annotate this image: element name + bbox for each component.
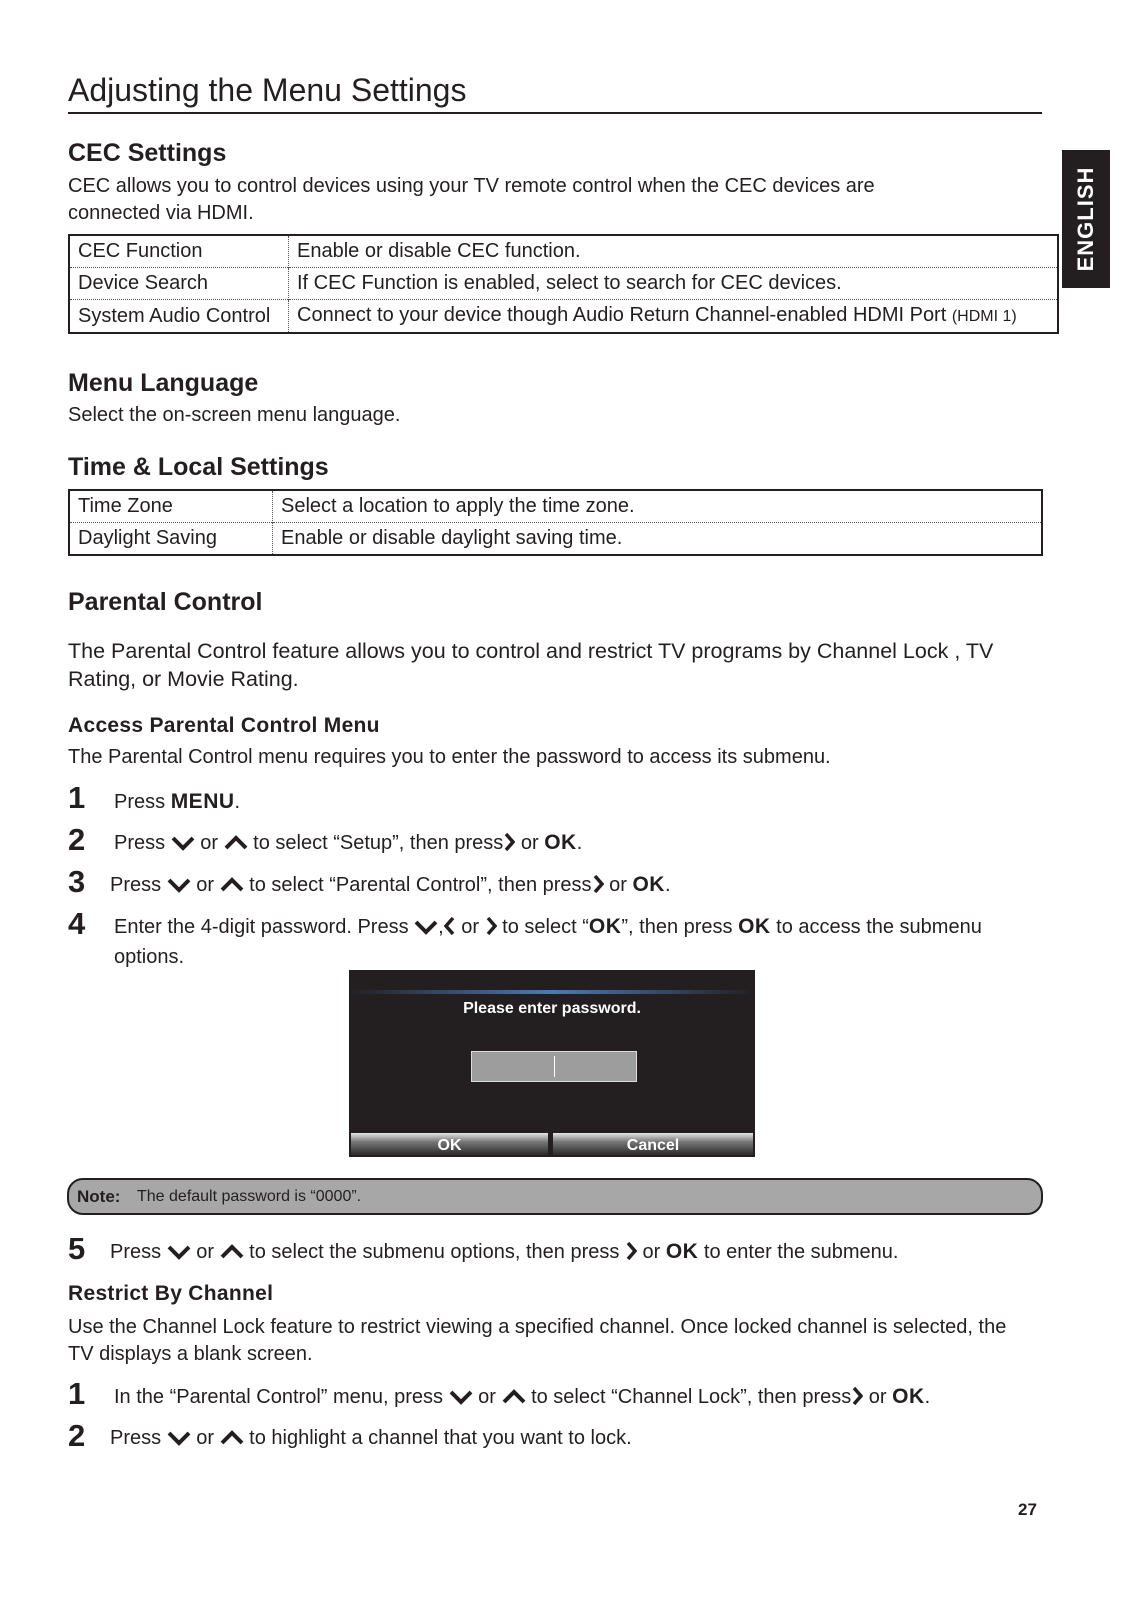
step-text-part: or — [515, 832, 545, 854]
step-text-part: . — [576, 832, 583, 854]
cec-table — [68, 234, 1059, 334]
step-text-part: . — [924, 1386, 931, 1408]
step-text-part: or — [636, 1241, 666, 1263]
cec-row-desc-text: Connect to your device though Audio Return Channel-enabled HDMI Port — [297, 304, 952, 326]
ok-key: OK — [892, 1385, 925, 1408]
step-text-part: . — [234, 791, 241, 813]
note-box — [67, 1178, 1043, 1215]
step-text — [114, 829, 1054, 860]
arrow-up-icon — [220, 1242, 244, 1269]
step-text-part: or — [603, 874, 633, 896]
step-text-part: or — [190, 1241, 220, 1263]
step-number: 2 — [68, 822, 86, 857]
step-text-part: to access the submenu — [770, 916, 982, 938]
table-row — [69, 523, 1042, 556]
arrow-down-icon — [414, 917, 438, 944]
language-tab-label: ENGLISH — [1073, 166, 1098, 272]
time-row-name: Daylight Saving — [69, 523, 273, 556]
page-number: 27 — [1018, 1500, 1037, 1519]
access-heading: Access Parental Control Menu — [68, 714, 380, 737]
step-number: 1 — [68, 1376, 86, 1411]
step-text-part: to select the submenu options, then press — [243, 1241, 625, 1263]
step-2 — [68, 822, 1068, 862]
table-row — [69, 300, 1058, 334]
step-text-part: to select “Parental Control”, then press — [243, 874, 592, 896]
restrict-heading: Restrict By Channel — [68, 1282, 274, 1305]
step-text-part: options. — [114, 946, 185, 968]
arrow-up-icon — [220, 1428, 244, 1455]
step-text-part: or — [190, 874, 220, 896]
cec-row-name: CEC Function — [69, 235, 289, 268]
arrow-right-icon — [625, 1241, 637, 1269]
cancel-button[interactable]: Cancel — [553, 1133, 753, 1155]
step-text — [110, 1238, 1050, 1269]
ok-key: OK — [632, 873, 665, 896]
step-text-part: . — [664, 874, 671, 896]
step-text-part: , — [438, 916, 444, 938]
table-row — [69, 235, 1058, 268]
time-local-heading: Time & Local Settings — [68, 453, 329, 481]
menu-language-heading: Menu Language — [68, 369, 259, 397]
time-row-desc: Select a location to apply the time zone. — [281, 495, 635, 517]
step-text-part: to select “ — [496, 916, 589, 938]
time-local-table — [68, 489, 1043, 556]
ok-button[interactable]: OK — [351, 1133, 548, 1155]
step-text-part: to select “Channel Lock”, then press — [525, 1386, 852, 1408]
cec-row-desc: If CEC Function is enabled, select to search for CEC devices. — [289, 268, 1059, 300]
access-text: The Parental Control menu requires you to enter the password to access its submenu. — [68, 746, 831, 768]
step-text — [110, 1425, 1050, 1455]
arrow-down-icon — [167, 875, 191, 902]
step-text-part: or — [863, 1386, 893, 1408]
arrow-left-icon — [444, 916, 456, 944]
step-text-part: or — [472, 1386, 502, 1408]
cec-intro-line-2: connected via HDMI. — [68, 202, 254, 224]
step-4 — [68, 906, 1068, 970]
arrow-right-icon — [592, 874, 604, 902]
step-text — [114, 913, 1054, 971]
step-text-part: to select “Setup”, then press — [247, 832, 504, 854]
arrow-down-icon — [167, 1428, 191, 1455]
arrow-right-icon — [503, 832, 515, 860]
cec-heading: CEC Settings — [68, 139, 227, 167]
menu-key: MENU — [170, 790, 235, 813]
cec-intro-line-1: CEC allows you to control devices using your TV remote control when the CEC devices are — [68, 175, 875, 197]
step-1 — [68, 780, 1068, 820]
note-label: Note: — [77, 1187, 121, 1206]
cec-row-desc-note: (HDMI 1) — [951, 308, 1017, 325]
password-field[interactable] — [471, 1051, 637, 1082]
ok-key: OK — [665, 1240, 699, 1263]
password-prompt: Please enter password. — [463, 1000, 641, 1017]
time-row-desc: Enable or disable daylight saving time. — [273, 523, 1043, 556]
cec-row-name: Device Search — [69, 268, 289, 300]
parental-intro-line-1: The Parental Control feature allows you to control and restrict TV programs by Channel Lock , TV — [68, 639, 994, 663]
parental-intro-line-2: Rating, or Movie Rating. — [68, 667, 299, 691]
restrict-step-1 — [68, 1376, 1068, 1416]
table-row — [69, 268, 1058, 300]
step-text-part: Press — [110, 874, 167, 896]
ok-key: OK — [544, 831, 577, 854]
title-rule — [68, 112, 1042, 114]
arrow-down-icon — [167, 1242, 191, 1269]
step-text-part: Press — [114, 832, 171, 854]
step-text-part: to highlight a channel that you want to lock. — [243, 1427, 632, 1449]
note-text: The default password is “0000”. — [137, 1188, 362, 1205]
cec-row-desc: Enable or disable CEC function. — [297, 240, 581, 262]
ok-key: OK — [738, 915, 771, 938]
text-cursor — [554, 1056, 555, 1077]
password-dialog — [349, 970, 755, 1157]
step-number: 5 — [68, 1231, 86, 1266]
step-text-part: Press — [110, 1427, 167, 1449]
step-text-part: In the “Parental Control” menu, press — [114, 1386, 449, 1408]
parental-heading: Parental Control — [68, 588, 263, 616]
restrict-intro-line-1: Use the Channel Lock feature to restrict viewing a specified channel. Once locked channel is selected, the — [68, 1316, 1007, 1338]
arrow-down-icon — [449, 1387, 473, 1414]
dialog-glow-line — [349, 990, 755, 994]
table-row — [69, 490, 1042, 523]
step-text — [114, 788, 1054, 816]
arrow-up-icon — [220, 875, 244, 902]
step-text-part: Press — [110, 1241, 167, 1263]
language-tab — [1062, 150, 1110, 288]
step-text-part: or — [194, 832, 224, 854]
menu-language-text: Select the on-screen menu language. — [68, 404, 401, 426]
step-text-part: Enter the 4-digit password. Press — [114, 916, 415, 938]
step-text-part: or — [190, 1427, 220, 1449]
arrow-up-icon — [224, 833, 248, 860]
step-text-part: to enter the submenu. — [698, 1241, 899, 1263]
cec-row-desc — [289, 300, 1059, 334]
step-text-part: or — [455, 916, 485, 938]
step-3 — [68, 864, 1068, 904]
cec-row-name: System Audio Control — [69, 300, 289, 334]
step-text-part: Press — [114, 791, 171, 813]
step-number: 2 — [68, 1418, 86, 1453]
restrict-intro-line-2: TV displays a blank screen. — [68, 1343, 313, 1365]
restrict-step-2 — [68, 1418, 1068, 1458]
step-number: 1 — [68, 780, 86, 815]
step-text-part: ”, then press — [621, 916, 739, 938]
step-text — [110, 871, 1050, 902]
ok-key: OK — [588, 915, 622, 938]
arrow-up-icon — [502, 1387, 526, 1414]
arrow-down-icon — [171, 833, 195, 860]
step-text — [114, 1383, 1054, 1414]
arrow-right-icon — [485, 916, 497, 944]
step-number: 3 — [68, 864, 86, 899]
page-title: Adjusting the Menu Settings — [68, 72, 467, 108]
arrow-right-icon — [851, 1386, 863, 1414]
time-row-name: Time Zone — [69, 490, 273, 523]
step-number: 4 — [68, 906, 86, 941]
step-5 — [68, 1231, 1068, 1271]
